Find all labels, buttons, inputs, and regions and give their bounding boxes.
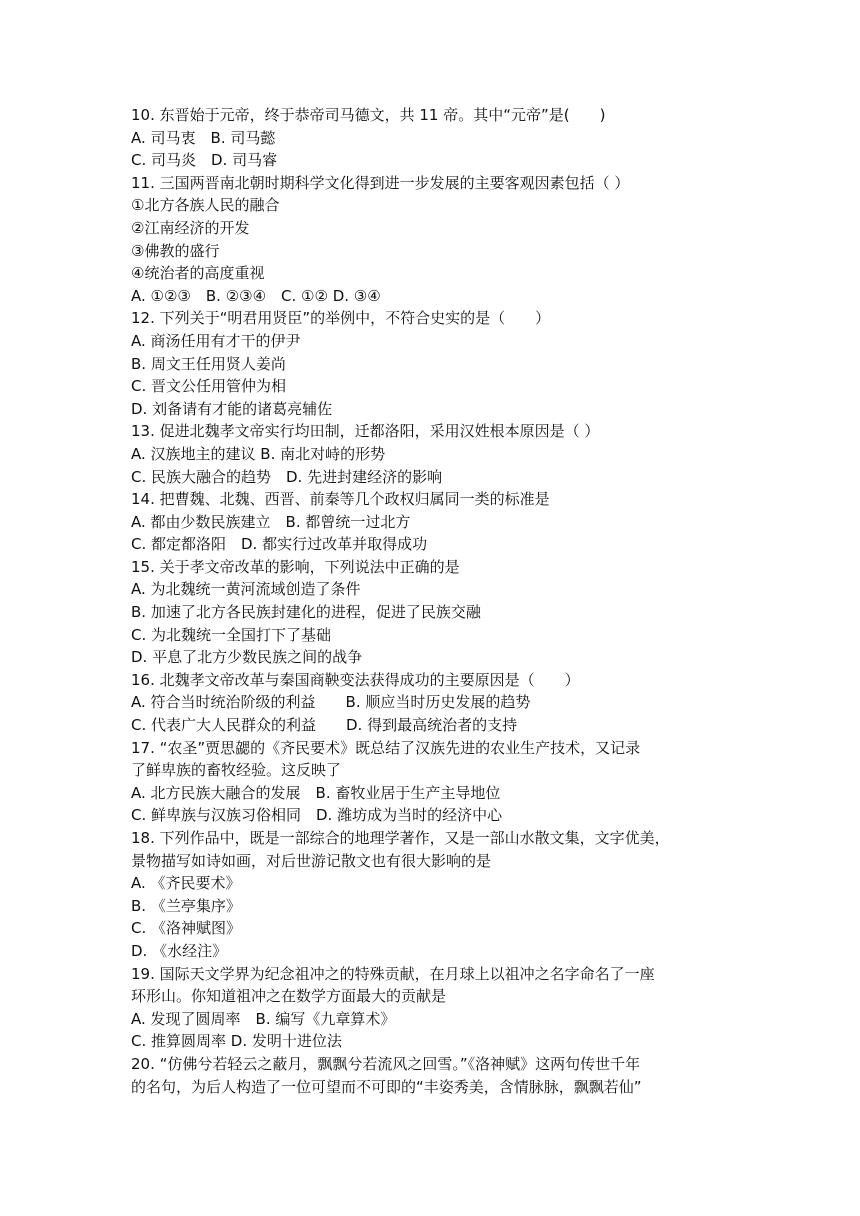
text-line: C. 民族大融合的趋势 D. 先进封建经济的影响 [131,467,443,486]
text-line: 20. “仿佛兮若轻云之蔽月，飘飘兮若流风之回雪。”《洛神赋》这两句传世千年 [131,1054,641,1073]
text-line: B. 周文王任用贤人姜尚 [131,354,286,373]
text-line: 16. 北魏孝文帝改革与秦国商鞅变法获得成功的主要原因是（ ） [131,670,580,689]
text-line: A. 《齐民要术》 [131,874,241,893]
text-line: 12. 下列关于“明君用贤臣”的举例中，不符合史实的是（ ） [131,309,551,328]
text-line: C. 推算圆周率 D. 发明十进位法 [131,1032,342,1051]
text-line: A. 符合当时统治阶级的利益 B. 顺应当时历史发展的趋势 [131,693,531,712]
text-line: C. 《洛神赋图》 [131,919,242,938]
text-line: ①北方各族人民的融合 [131,196,280,215]
text-line: C. 为北魏统一全国打下了基础 [131,625,332,644]
text-line: C. 代表广大人民群众的利益 D. 得到最高统治者的支持 [131,716,518,735]
text-line: A. ①②③ B. ②③④ C. ①② D. ③④ [131,286,381,305]
exam-page [131,104,736,1098]
text-line: 14. 把曹魏、北魏、西晋、前秦等几个政权归属同一类的标准是 [131,490,550,509]
text-line: C. 鲜卑族与汉族习俗相同 D. 潍坊成为当时的经济中心 [131,806,503,825]
text-line: C. 晋文公任用管仲为相 [131,377,287,396]
text-line: C. 都定都洛阳 D. 都实行过改革并取得成功 [131,535,428,554]
text-line: 的名句，为后人构造了一位可望而不可即的“丰姿秀美，含情脉脉，飘飘若仙” [131,1077,642,1096]
text-line: C. 司马炎 D. 司马睿 [131,151,278,170]
text-line: 15. 关于孝文帝改革的影响，下列说法中正确的是 [131,557,460,576]
text-line: 了鲜卑族的畜牧经验。这反映了 [131,761,342,780]
text-line: D. 平息了北方少数民族之间的战争 [131,648,363,667]
text-line: B. 加速了北方各民族封建化的进程，促进了民族交融 [131,603,481,622]
text-line: D. 刘备请有才能的诸葛亮辅佐 [131,399,333,418]
text-line: A. 为北魏统一黄河流域创造了条件 [131,580,361,599]
text-line: B. 《兰亭集序》 [131,896,241,915]
text-line: 13. 促进北魏孝文帝实行均田制，迁都洛阳，采用汉姓根本原因是（ ） [131,422,600,441]
text-line: 11. 三国两晋南北朝时期科学文化得到进一步发展的主要客观因素包括（ ） [131,173,630,192]
text-line: A. 发现了圆周率 B. 编写《九章算术》 [131,1009,396,1028]
text-line: ④统治者的高度重视 [131,264,265,283]
text-line: ②江南经济的开发 [131,218,250,237]
text-line: 17. “农圣”贾思勰的《齐民要术》既总结了汉族先进的农业生产技术，又记录 [131,738,641,757]
text-line: A. 北方民族大融合的发展 B. 畜牧业居于生产主导地位 [131,783,501,802]
text-line: 10. 东晋始于元帝，终于恭帝司马德文，共 11 帝。其中“元帝”是( ) [131,106,606,124]
text-line: 景物描写如诗如画，对后世游记散文也有很大影响的是 [131,851,492,870]
text-line: 18. 下列作品中，既是一部综合的地理学著作，又是一部山水散文集，文字优美， [131,829,670,847]
text-line: ③佛教的盛行 [131,241,220,260]
text-line: D. 《水经注》 [131,941,228,960]
text-line: A. 汉族地主的建议 B. 南北对峙的形势 [131,444,386,463]
text-line: 19. 国际天文学界为纪念祖冲之的特殊贡献，在月球上以祖冲之名字命名了一座 [131,964,655,983]
text-line: A. 司马衷 B. 司马懿 [131,128,276,147]
text-line: A. 都由少数民族建立 B. 都曾统一过北方 [131,512,411,531]
text-line: A. 商汤任用有才干的伊尹 [131,331,301,350]
text-line: 环形山。你知道祖冲之在数学方面最大的贡献是 [131,987,447,1006]
